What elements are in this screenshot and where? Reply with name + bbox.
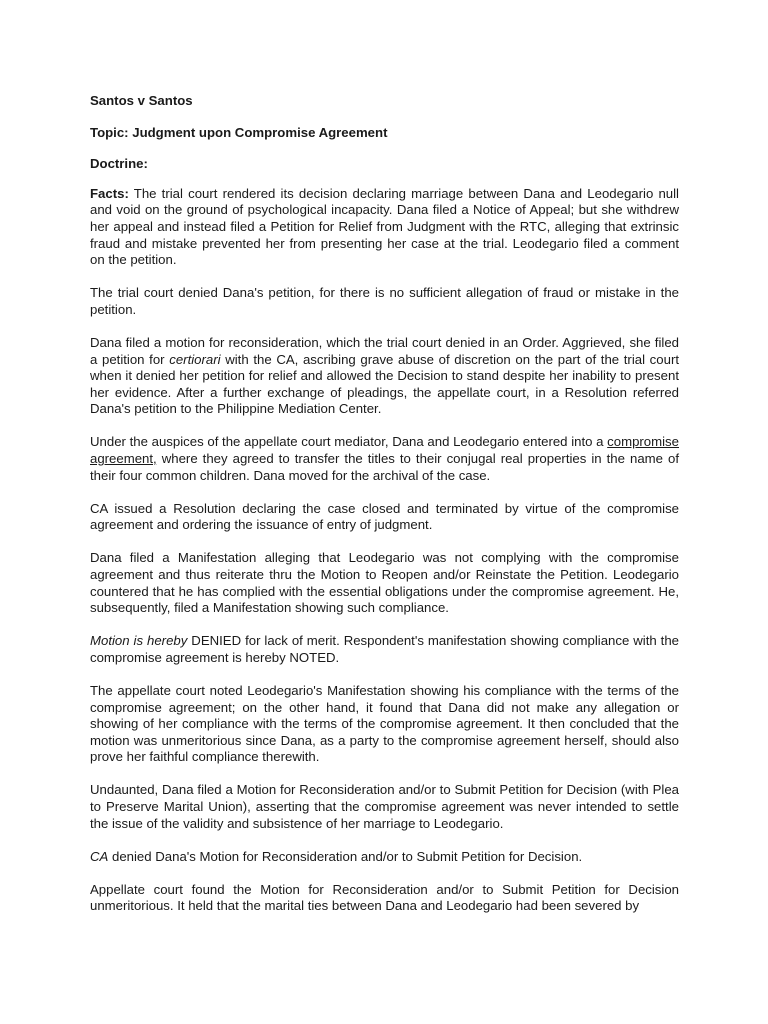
italic-term: certiorari	[169, 351, 221, 367]
paragraph-motion-reconsideration	[90, 335, 679, 418]
paragraph-manifestation: Dana filed a Manifestation alleging that Leodegario was not complying with the compromise agreement and thus reiterate thru the Motion to Reopen and/or Reinstate the Petition. Leodegario countered that he has complied with the essential obligations under the compromise agreement. He, subsequently, filed a Manifestation showing such compliance.	[90, 550, 679, 616]
text-run: denied Dana's Motion for Reconsideration and/or to Submit Petition for Decision.	[108, 848, 583, 864]
paragraph-ca-denied	[90, 849, 679, 866]
paragraph-mediation	[90, 434, 679, 484]
italic-term: Motion is hereby	[90, 633, 188, 649]
paragraph-appellate-found: Appellate court found the Motion for Reconsideration and/or to Submit Petition for Decision unmeritorious. It held that the marital ties between Dana and Leodegario had been severed by	[90, 881, 679, 914]
document-page	[90, 93, 679, 931]
underlined-term: compromise agreement,	[90, 434, 679, 466]
paragraph-trial-court-denial: The trial court denied Dana's petition, for there is no sufficient allegation of fraud or mistake in the petition.	[90, 285, 679, 317]
italic-term: CA	[90, 848, 109, 864]
facts-text: The trial court rendered its decision declaring marriage between Dana and Leodegario null and void on the ground of psychological incapacity. Dana filed a Notice of Appeal; but she withdrew her appeal and instead filed a Petition for Relief from Judgment with the RTC, alleging that extrinsic fraud and mistake prevented her from presenting her case at the trial. Leodegario filed a comment on the petition.	[90, 185, 679, 268]
text-run: with the CA, ascribing grave abuse of discretion on the part of the trial court when it denied her petition for relief and allowed the Decision to stand despite her inability to present her evidence. After a further exchange of pleadings, the appellate court, in a Resolution referred Dana's petition to the Philippine Mediation Center.	[90, 351, 680, 417]
text-run: Dana filed a motion for reconsideration, which the trial court denied in an Order. Aggrieved, she filed a petition for	[90, 334, 679, 367]
paragraph-ca-resolution: CA issued a Resolution declaring the case closed and terminated by virtue of the compromise agreement and ordering the issuance of entry of judgment.	[90, 500, 679, 533]
doctrine-heading: Doctrine:	[90, 156, 148, 172]
paragraph-appellate-noted: The appellate court noted Leodegario's Manifestation showing his compliance with the terms of the compromise agreement; on the other hand, it found that Dana did not make any allegation or showing of her compliance with the terms of the compromise agreement. It then concluded that the motion was unmeritorious since Dana, as a party to the compromise agreement herself, should also prove her faithful compliance therewith.	[90, 682, 679, 765]
text-run: where they agreed to transfer the titles to their conjugal real properties in the name of their four common children. Dana moved for the archival of the case.	[90, 451, 679, 483]
facts-label: Facts:	[90, 185, 129, 201]
paragraph-motion-denied	[90, 633, 679, 666]
case-title: Santos v Santos	[90, 93, 193, 108]
paragraph-undaunted: Undaunted, Dana filed a Motion for Reconsideration and/or to Submit Petition for Decision (with Plea to Preserve Marital Union), asserting that the compromise agreement was never intended to settle the issue of the validity and subsistence of her marriage to Leodegario.	[90, 782, 679, 831]
topic-heading: Topic: Judgment upon Compromise Agreement	[90, 124, 388, 140]
text-run: DENIED for lack of merit. Respondent's manifestation showing compliance with the compromise agreement is hereby NOTED.	[90, 633, 679, 665]
text-run: Under the auspices of the appellate court mediator, Dana and Leodegario entered into a	[90, 434, 608, 450]
facts-paragraph	[90, 186, 679, 269]
